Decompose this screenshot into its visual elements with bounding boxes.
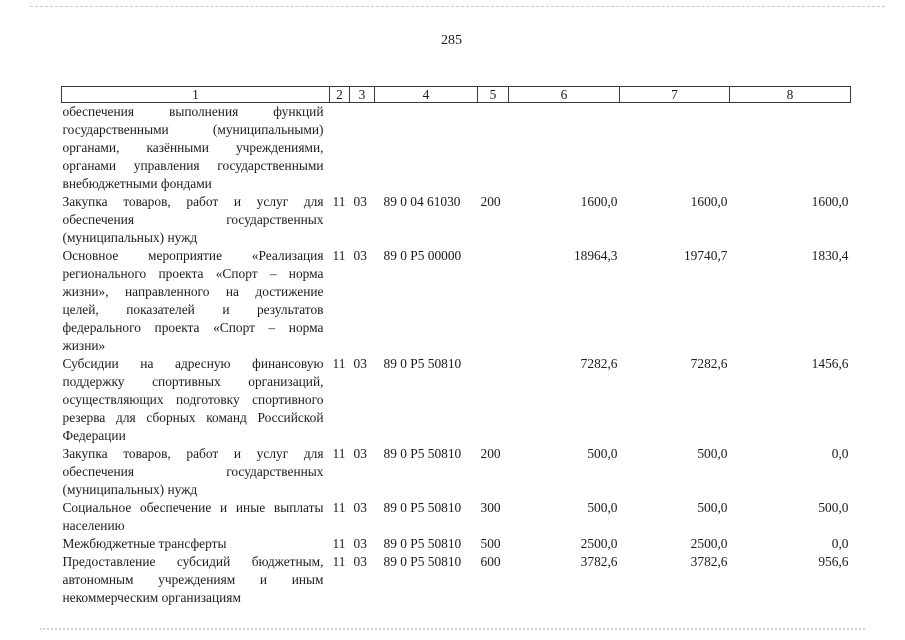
row-value-col8: 956,6 [818,554,849,569]
row-section: 11 [332,356,346,371]
row-section: 11 [332,536,346,551]
row-value-col8: 0,0 [831,446,849,461]
row-subsection: 03 [353,194,367,209]
row-value-col8: 1600,0 [811,194,849,209]
row-subsection: 03 [353,536,367,551]
table-row [62,355,851,445]
scan-edge-top [30,6,885,7]
row-target-article: 89 0 P5 00000 [383,248,462,263]
row-section: 11 [332,500,346,515]
row-name: Субсидии на адресную финансовую поддержку спортивных организаций, осуществляющих подготовку спортивного резерва для сборных команд Российской Федерации [62,356,324,443]
table-row [62,535,851,553]
table-row [62,499,851,535]
table-body [62,103,851,608]
row-target-article: 89 0 04 61030 [383,194,461,209]
row-expense-type: 600 [480,554,501,569]
row-expense-type: 200 [480,446,501,461]
row-value-col8: 500,0 [818,500,849,515]
row-target-article: 89 0 P5 50810 [383,446,462,461]
row-value-col7: 2500,0 [690,536,728,551]
row-target-article [375,103,478,194]
table-row [62,247,851,355]
row-section: 11 [332,446,346,461]
row-value-col7: 3782,6 [690,554,728,569]
row-expense-type [478,103,509,194]
row-value-col8 [730,103,851,194]
row-subsection: 03 [353,554,367,569]
row-value-col6: 500,0 [587,500,618,515]
table-row [62,193,851,247]
header-col-1: 1 [62,87,330,103]
row-value-col6: 500,0 [587,446,618,461]
page-number: 285 [441,33,462,48]
header-col-8: 8 [730,87,851,103]
row-target-article: 89 0 P5 50810 [383,554,462,569]
header-row [62,87,851,103]
row-value-col8: 1456,6 [811,356,849,371]
table-row [62,103,851,194]
row-value-col6 [509,103,620,194]
row-subsection: 03 [353,446,367,461]
row-value-col8: 0,0 [831,536,849,551]
row-name: Закупка товаров, работ и услуг для обеспечения государственных (муниципальных) нужд [62,194,324,245]
row-value-col6: 3782,6 [580,554,618,569]
row-expense-type: 300 [480,500,501,515]
header-col-3: 3 [350,87,375,103]
row-value-col7 [620,103,730,194]
row-name: Межбюджетные трансферты [62,536,227,551]
row-value-col6: 2500,0 [580,536,618,551]
row-value-col6: 7282,6 [580,356,618,371]
row-section: 11 [332,194,346,209]
row-target-article: 89 0 P5 50810 [383,500,462,515]
budget-table [61,86,851,607]
table-row [62,445,851,499]
row-target-article: 89 0 P5 50810 [383,536,462,551]
row-expense-type: 200 [480,194,501,209]
header-col-2: 2 [330,87,350,103]
row-name: Основное мероприятие «Реализация регионального проекта «Спорт – норма жизни», направленного на достижение целей, показателей и результатов федерального проекта «Спорт – норма жизни» [62,248,324,353]
header-col-4: 4 [375,87,478,103]
row-value-col6: 1600,0 [580,194,618,209]
row-name: обеспечения выполнения функций государственными (муниципальными) органами, казёнными учреждениями, органами управления государственными внебюджетными фондами [62,104,324,191]
row-subsection: 03 [353,356,367,371]
row-target-article: 89 0 P5 50810 [383,356,462,371]
header-col-7: 7 [620,87,730,103]
scan-edge-bottom [40,628,865,630]
row-value-col8: 1830,4 [811,248,849,263]
row-name: Предоставление субсидий бюджетным, автономным учреждениям и иным некоммерческим организациям [62,554,324,605]
row-value-col7: 7282,6 [690,356,728,371]
row-name: Социальное обеспечение и иные выплаты населению [62,500,324,533]
row-section: 11 [332,248,346,263]
row-section [330,103,350,194]
header-col-5: 5 [478,87,509,103]
row-name: Закупка товаров, работ и услуг для обеспечения государственных (муниципальных) нужд [62,446,324,497]
row-value-col7: 500,0 [697,446,728,461]
row-value-col6: 18964,3 [573,248,618,263]
row-expense-type [478,355,509,445]
row-expense-type [478,247,509,355]
row-value-col7: 19740,7 [683,248,728,263]
row-expense-type: 500 [480,536,501,551]
header-col-6: 6 [509,87,620,103]
row-section: 11 [332,554,346,569]
row-subsection: 03 [353,248,367,263]
row-subsection [350,103,375,194]
table-row [62,553,851,607]
row-subsection: 03 [353,500,367,515]
row-value-col7: 1600,0 [690,194,728,209]
table-header [62,87,851,103]
row-value-col7: 500,0 [697,500,728,515]
